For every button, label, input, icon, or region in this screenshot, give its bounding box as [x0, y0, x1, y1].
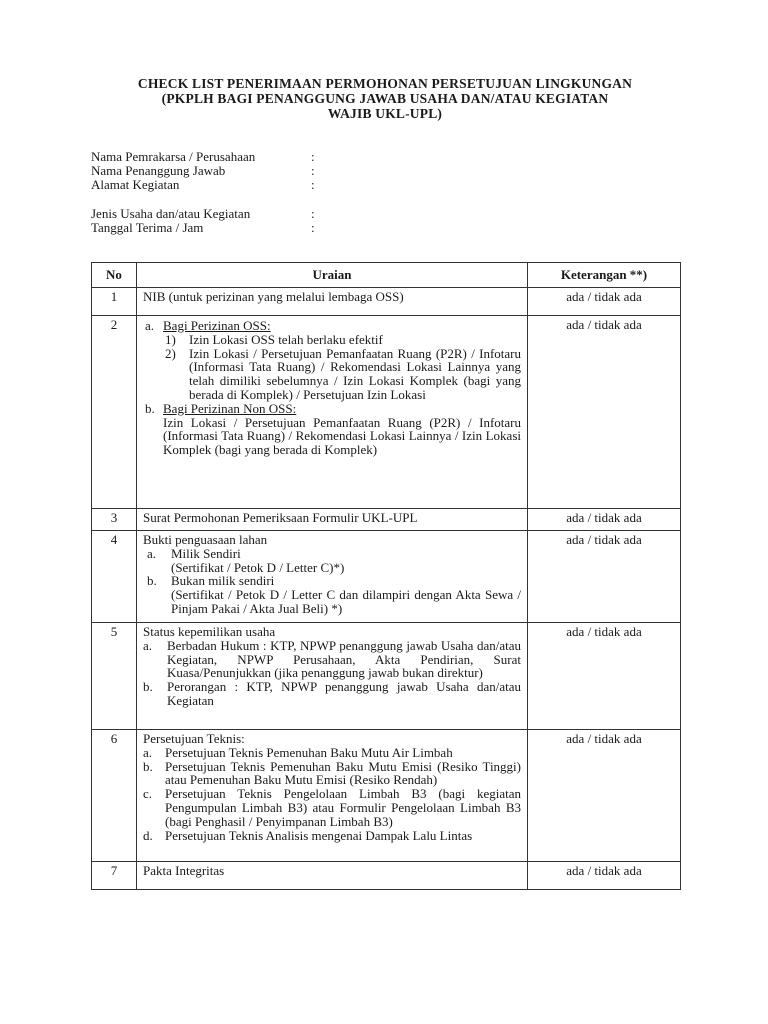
row-keterangan: ada / tidak ada	[528, 531, 681, 623]
list-item-text: Persetujuan Teknis Pemenuhan Baku Mutu Emisi (Resiko Tinggi) atau Pemenuhan Baku Mutu Emisi (Resiko Rendah)	[165, 758, 521, 788]
field-colon: :	[311, 149, 315, 164]
table-row	[92, 730, 681, 862]
field-label-jenis-usaha: Jenis Usaha dan/atau Kegiatan	[91, 206, 251, 221]
row-keterangan: ada / tidak ada	[528, 862, 681, 890]
uraian-text: Pakta Integritas	[143, 863, 225, 878]
uraian-text: Surat Permohonan Pemeriksaan Formulir UKL-UPL	[143, 510, 418, 525]
header-keterangan: Keterangan **)	[528, 263, 681, 288]
list-marker: a.	[143, 637, 153, 653]
row-number: 2	[92, 316, 137, 509]
field-colon: :	[311, 206, 315, 221]
row-keterangan: ada / tidak ada	[528, 623, 681, 730]
list-item-text: Bukan milik sendiri	[171, 573, 275, 589]
table-row	[92, 288, 681, 316]
row-uraian	[137, 730, 528, 862]
list-item-text: Perorangan : KTP, NPWP penanggung jawab Usaha dan/atau Kegiatan	[167, 679, 521, 708]
table-header-row	[92, 263, 681, 288]
row-number: 1	[92, 288, 137, 316]
list-marker: b.	[143, 758, 153, 774]
table-row	[92, 862, 681, 890]
list-marker: d.	[143, 827, 153, 843]
list-item-text: Berbadan Hukum : KTP, NPWP penanggung jawab Usaha dan/atau Kegiatan, NPWP Perusahaan, Akta Pendirian, Surat Kuasa/Penunjukkan (jika penanggung jawab bukan direktur)	[167, 637, 521, 681]
table-row	[92, 623, 681, 730]
row-heading: Status kepemilikan usaha	[143, 624, 276, 639]
row-keterangan: ada / tidak ada	[528, 288, 681, 316]
list-marker: a.	[143, 744, 153, 760]
list-marker: b.	[143, 679, 153, 695]
title-line-3: WAJIB UKL-UPL)	[327, 106, 443, 121]
list-item-subtext: (Sertifikat / Petok D / Letter C)*)	[171, 559, 345, 575]
list-item-text: Milik Sendiri	[171, 545, 241, 561]
field-colon: :	[311, 163, 315, 178]
list-marker: a.	[145, 318, 155, 333]
row-number: 5	[92, 623, 137, 730]
list-marker: c.	[143, 786, 153, 802]
row-heading: Persetujuan Teknis:	[143, 731, 245, 746]
list-marker: 2)	[165, 345, 176, 361]
table-row	[92, 316, 681, 509]
document-title	[90, 76, 680, 121]
header-no: No	[92, 263, 137, 288]
row-uraian	[137, 531, 528, 623]
section-title-non-oss: Bagi Perizinan Non OSS:	[163, 400, 297, 416]
list-item-text: Izin Lokasi OSS telah berlaku efektif	[189, 331, 383, 347]
list-item-text: Persetujuan Teknis Pemenuhan Baku Mutu Air Limbah	[165, 744, 453, 760]
list-item-subtext: (Sertifikat / Petok D / Letter C dan dilampiri dengan Akta Sewa / Pinjam Pakai / Akta Jual Beli) *)	[171, 587, 521, 616]
row-number: 4	[92, 531, 137, 623]
row-number: 7	[92, 862, 137, 890]
row-keterangan: ada / tidak ada	[528, 316, 681, 509]
list-item-text: Izin Lokasi / Persetujuan Pemanfaatan Ruang (P2R) / Infotaru (Informasi Tata Ruang) / Rekomendasi Lokasi Lainnya yang telah dimiliki sebelumnya / Izin Lokasi Komplek (bagi yang berada di Komplek) / Persetujuan Izin Lokasi	[189, 345, 521, 402]
list-item-text: Izin Lokasi / Persetujuan Pemanfaatan Ruang (P2R) / Infotaru (Informasi Tata Ruang) / Rekomendasi Lokasi Lainnya / Izin Lokasi Komplek (bagi yang berada di Komplek)	[163, 414, 521, 458]
field-label-alamat: Alamat Kegiatan	[91, 177, 180, 192]
row-keterangan: ada / tidak ada	[528, 509, 681, 531]
header-uraian: Uraian	[137, 263, 528, 288]
row-uraian	[137, 862, 528, 890]
list-marker: a.	[147, 545, 157, 561]
field-colon: :	[311, 220, 315, 235]
list-item-text: Persetujuan Teknis Analisis mengenai Dampak Lalu Lintas	[165, 827, 473, 843]
list-marker: 1)	[165, 331, 176, 347]
uraian-text: NIB (untuk perizinan yang melalui lembaga OSS)	[143, 289, 404, 304]
field-colon: :	[311, 177, 315, 192]
row-uraian	[137, 316, 528, 509]
row-number: 6	[92, 730, 137, 862]
list-item-text: Persetujuan Teknis Pengelolaan Limbah B3 (bagi kegiatan Pengumpulan Limbah B3) atau Formulir Pengelolaan Limbah B3 (bagi Penghasil / Penyimpanan Limbah B3)	[165, 786, 521, 829]
table-row	[92, 531, 681, 623]
field-label-tanggal-terima: Tanggal Terima / Jam	[91, 220, 204, 235]
row-keterangan: ada / tidak ada	[528, 730, 681, 862]
list-marker: b.	[147, 573, 157, 589]
row-uraian	[137, 509, 528, 531]
row-heading: Bukti penguasaan lahan	[143, 532, 268, 547]
table-row	[92, 509, 681, 531]
field-label-pemrakarsa: Nama Pemrakarsa / Perusahaan	[91, 149, 256, 164]
title-line-2: (PKPLH BAGI PENANGGUNG JAWAB USAHA DAN/ATAU KEGIATAN	[161, 91, 609, 106]
field-label-penanggung-jawab: Nama Penanggung Jawab	[91, 163, 226, 178]
title-line-1: CHECK LIST PENERIMAAN PERMOHONAN PERSETUJUAN LINGKUNGAN	[137, 76, 633, 91]
row-uraian	[137, 623, 528, 730]
section-title-oss: Bagi Perizinan OSS:	[163, 318, 271, 333]
row-number: 3	[92, 509, 137, 531]
list-marker: b.	[145, 400, 155, 416]
checklist-table	[91, 262, 681, 890]
row-uraian	[137, 288, 528, 316]
